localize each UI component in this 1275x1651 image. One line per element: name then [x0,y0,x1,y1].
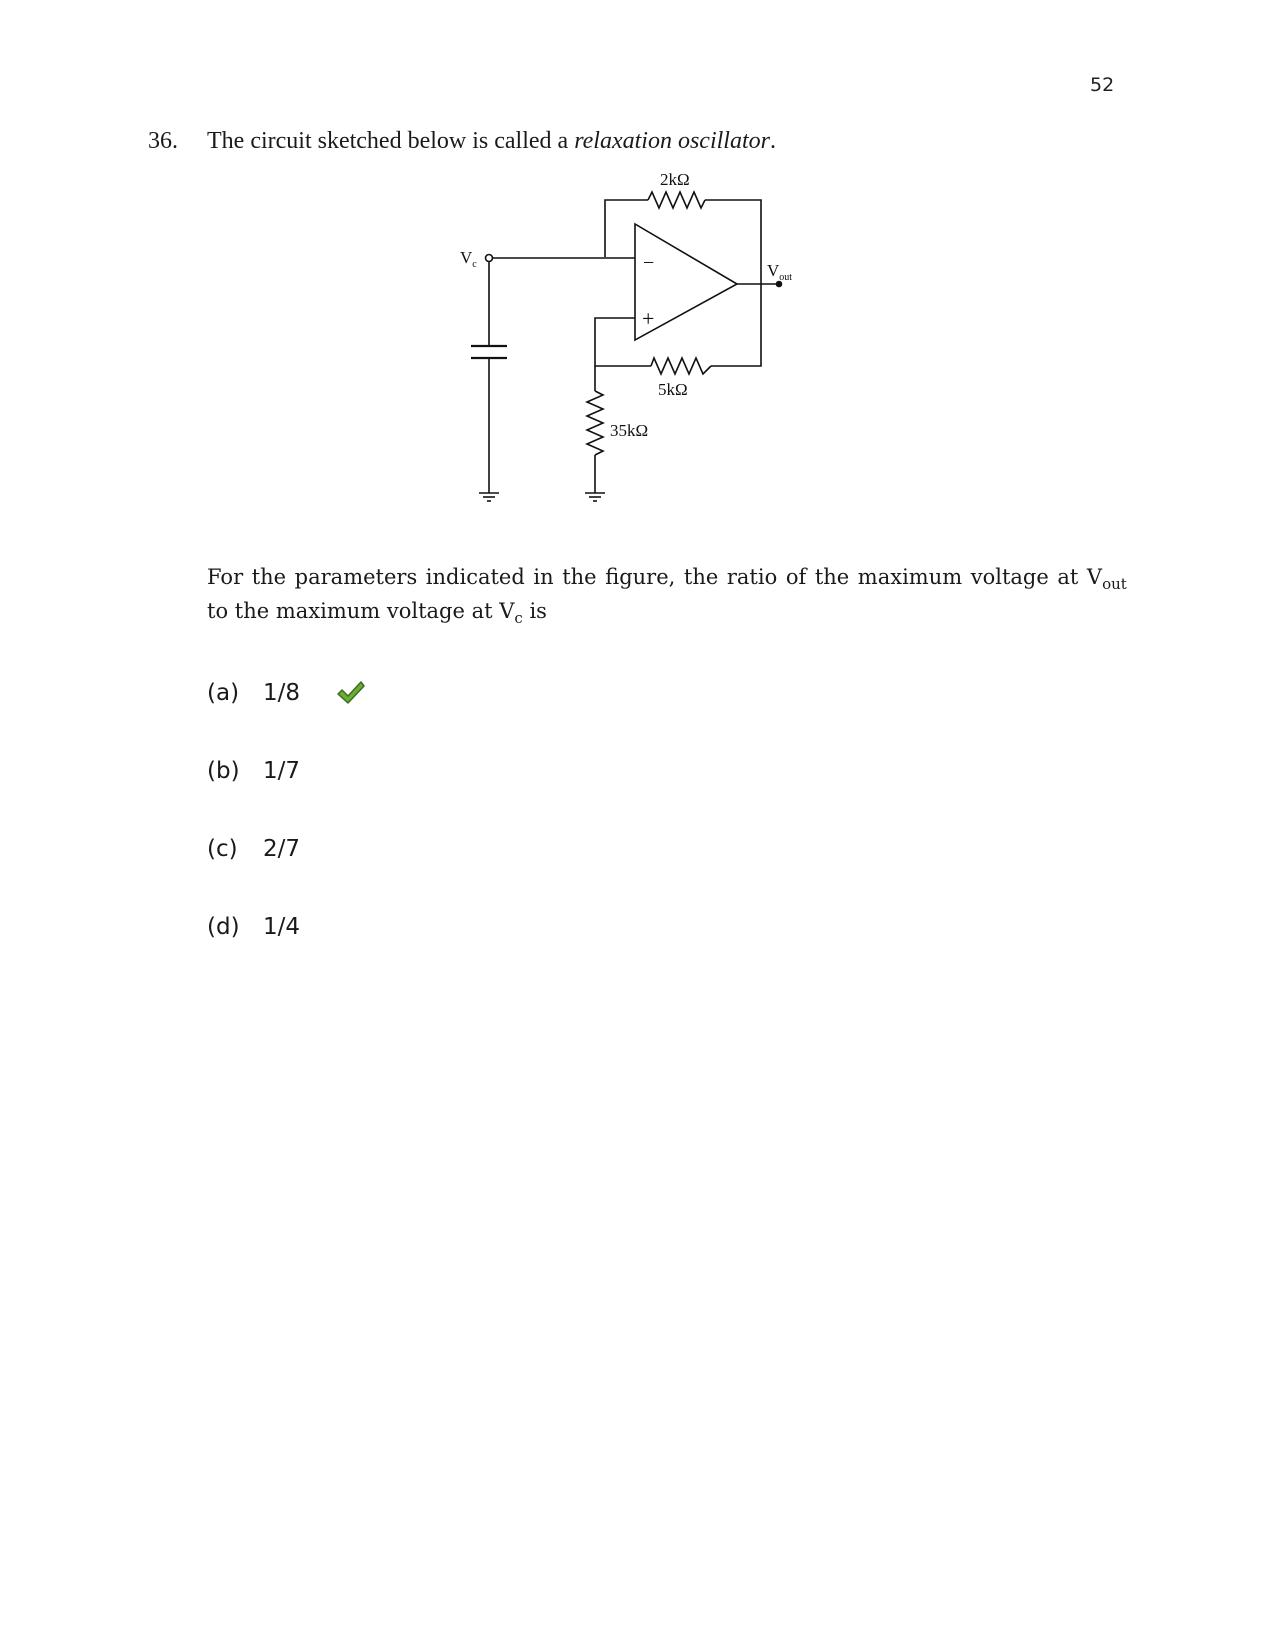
question-line2-before: to the maximum voltage at V [207,599,515,623]
question-intro [207,128,776,155]
label-vc-sub: c [472,259,477,270]
option-d[interactable] [207,914,300,940]
label-vout [767,261,792,283]
question-word: figure, [605,565,676,589]
page-number: 52 [1090,74,1115,96]
option-value: 2/7 [263,836,301,862]
resistor-2k [648,192,705,208]
question-number: 36. [148,128,178,154]
question-intro-before: The circuit sketched below is called a [207,128,575,154]
option-a[interactable] [207,680,366,706]
relaxation-oscillator-diagram [440,168,860,538]
question-body-line2 [207,594,1127,628]
question-word: the [683,565,719,589]
option-letter: (c) [207,836,238,862]
resistor-35k [587,391,603,455]
question-body-line1 [207,560,1127,594]
question-body [207,560,1127,628]
question-word: in [533,565,554,589]
wire-feedback-right [705,200,761,366]
question-line2-after: is [522,599,547,623]
question-word: the [251,565,287,589]
option-c[interactable] [207,836,300,862]
question-vout [1087,560,1127,594]
option-letter: (a) [207,680,240,706]
label-vc-main: V [460,248,473,267]
question-intro-after: . [769,128,776,154]
question-word: ratio [726,565,778,589]
label-opamp-minus: − [643,252,655,274]
vc-node-terminal [486,255,493,262]
label-2k: 2kΩ [660,170,690,189]
question-word: at [1057,565,1079,589]
label-5k: 5kΩ [658,380,688,399]
question-word: the [814,565,850,589]
question-word: of [785,565,807,589]
label-vout-sub: out [779,272,793,283]
option-value: 1/8 [263,680,301,706]
option-letter: (b) [207,758,240,784]
label-vout-main: V [767,261,780,280]
option-value: 1/7 [263,758,301,784]
checkmark-icon [336,680,366,706]
question-word: parameters [294,565,418,589]
option-value: 1/4 [263,914,301,940]
question-word: maximum [857,565,963,589]
label-35k: 35kΩ [610,421,649,440]
label-vc [460,248,477,270]
resistor-5k [651,358,711,374]
question-vout-main: V [1086,565,1103,589]
question-word: For [207,565,244,589]
question-word: voltage [970,565,1049,589]
question-word: the [562,565,597,589]
option-letter: (d) [207,914,240,940]
option-b[interactable] [207,758,300,784]
question-line2-sub: c [514,609,523,627]
label-opamp-plus: + [642,306,655,331]
question-word: indicated [425,565,525,589]
question-intro-emphasis: relaxation oscillator [574,128,770,154]
question-vout-sub: out [1102,575,1127,593]
